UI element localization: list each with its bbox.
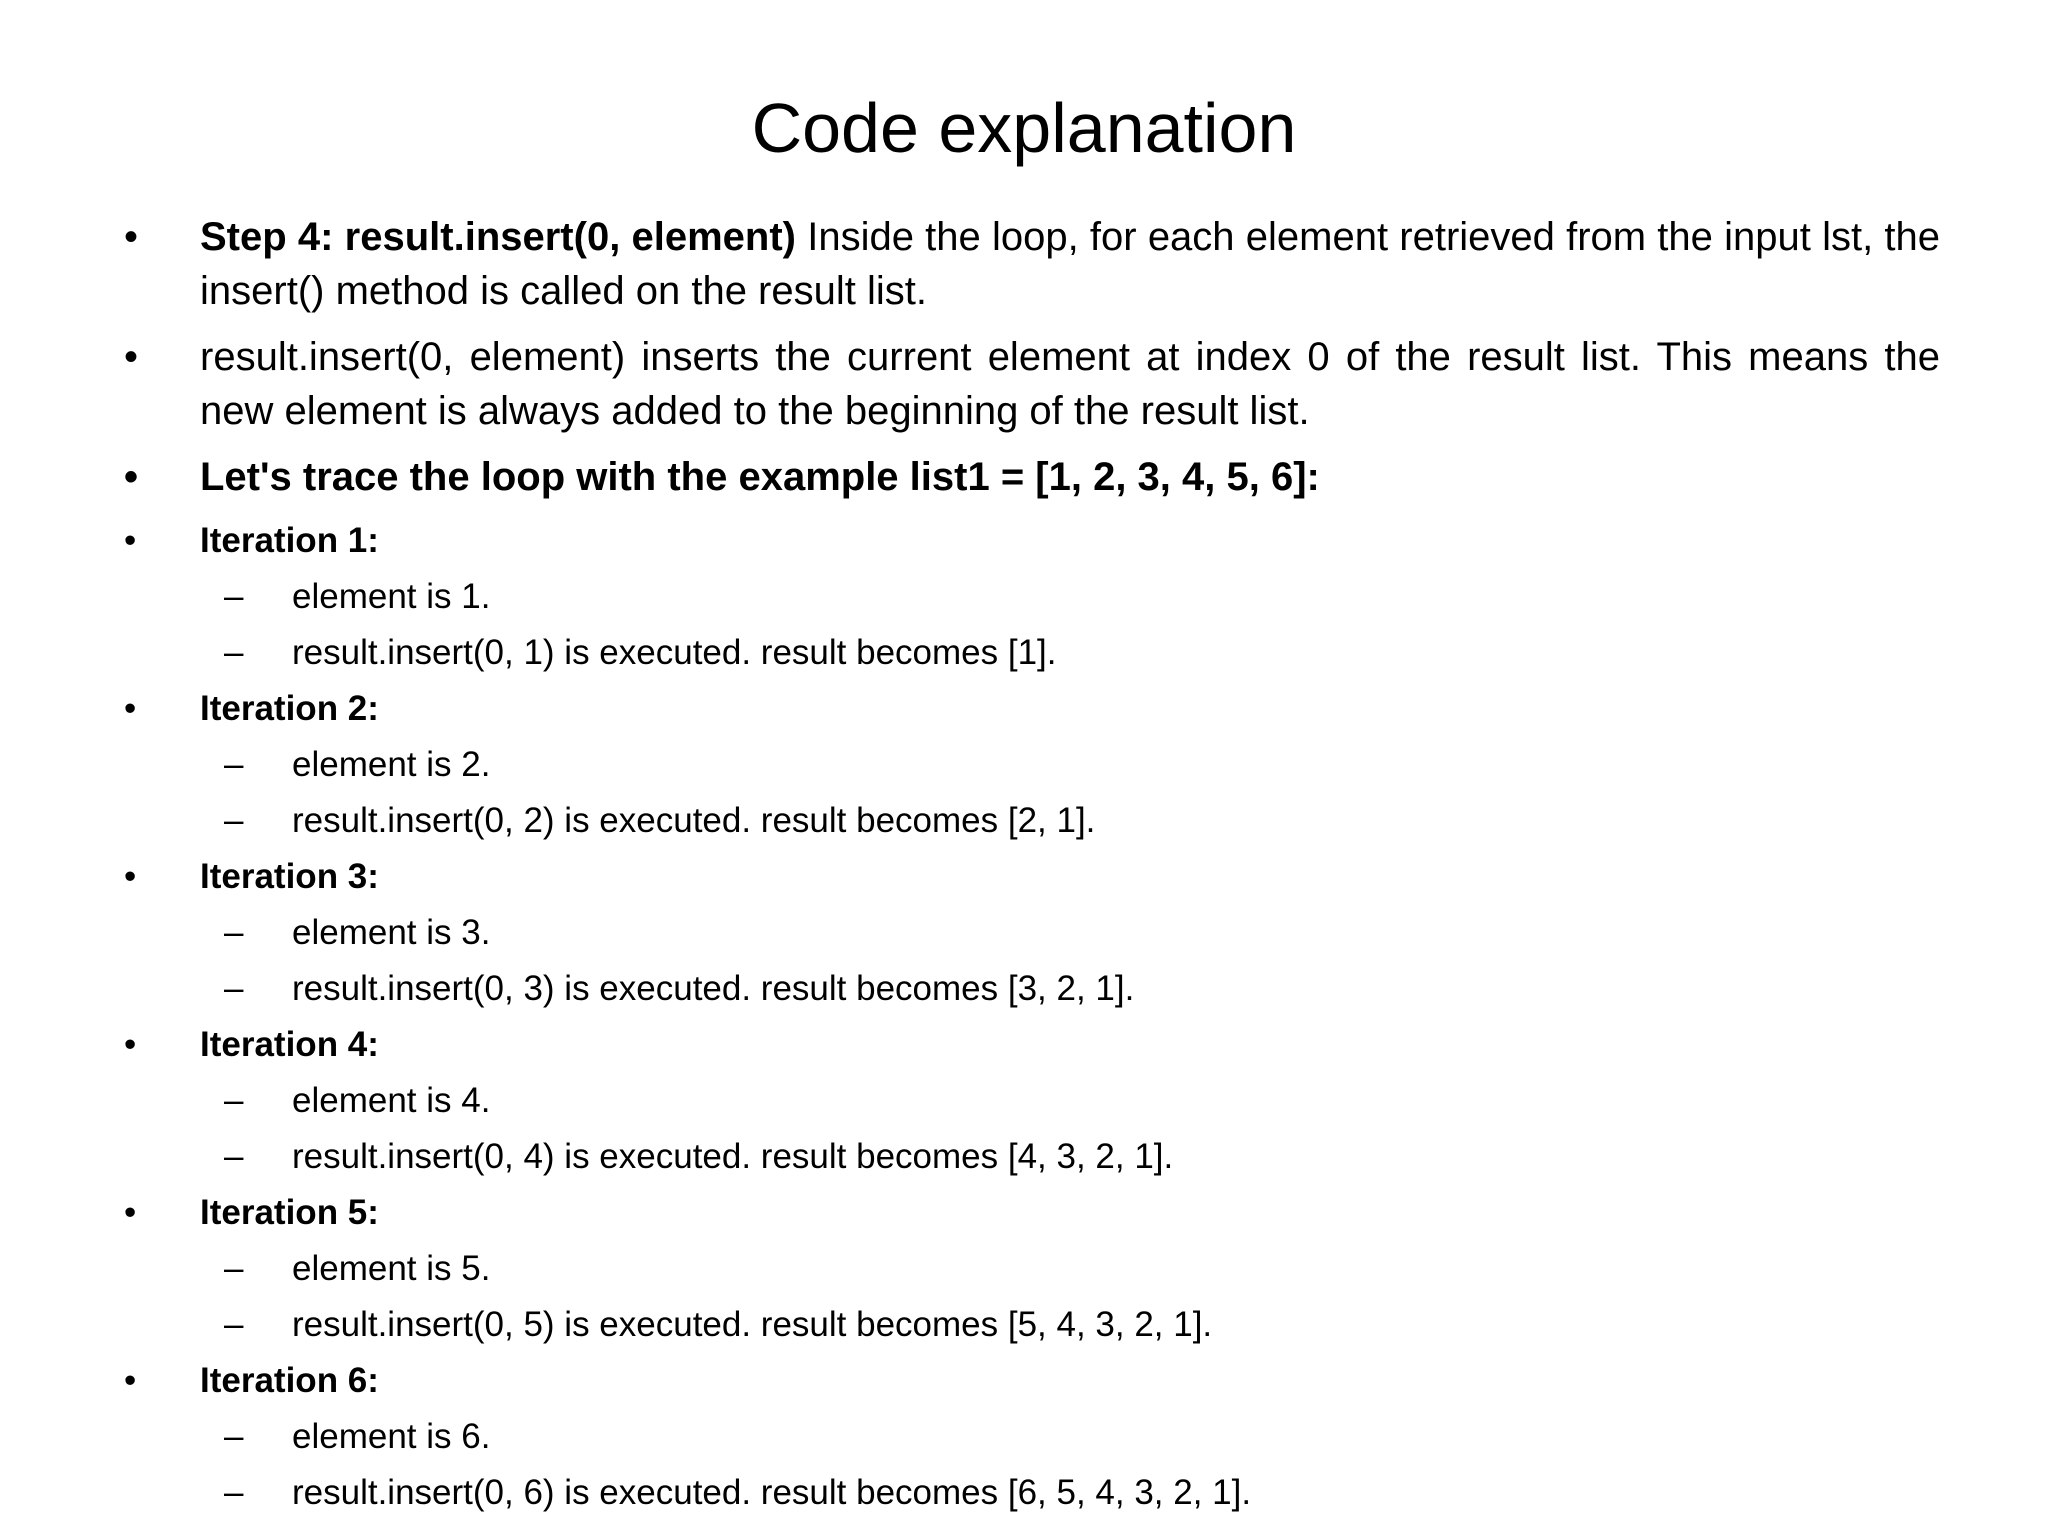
iteration-3-action [120, 964, 1940, 1014]
iteration-label: Iteration 4: [200, 1025, 379, 1064]
iteration-label: Iteration 6: [200, 1361, 379, 1400]
bullet-marker: • [124, 335, 139, 379]
iteration-5-element [120, 1244, 1940, 1294]
iteration-4-element [120, 1076, 1940, 1126]
dash-marker: – [224, 969, 244, 1008]
dash-marker: – [224, 1417, 244, 1456]
dash-marker: – [224, 801, 244, 840]
iteration-1-element [120, 572, 1940, 622]
iteration-6-heading [120, 1356, 1940, 1406]
iteration-2-element [120, 740, 1940, 790]
iteration-4-action [120, 1132, 1940, 1182]
dash-marker: – [224, 1305, 244, 1344]
iteration-5-action [120, 1300, 1940, 1350]
iteration-action-text: result.insert(0, 1) is executed. result becomes [1]. [292, 633, 1057, 672]
slide-title: Code explanation [751, 89, 1297, 167]
iteration-3-heading [120, 852, 1940, 902]
iteration-5-heading [120, 1188, 1940, 1238]
iteration-action-text: result.insert(0, 6) is executed. result becomes [6, 5, 4, 3, 2, 1]. [292, 1473, 1252, 1512]
iteration-element-text: element is 2. [292, 745, 491, 784]
bullet-step4 [120, 210, 1940, 318]
iteration-6-element [120, 1412, 1940, 1462]
iteration-element-text: element is 6. [292, 1417, 491, 1456]
insert-explanation-text: result.insert(0, element) inserts the current element at index 0 of the result list. This means the new element is always added to the beginning of the result list. [200, 335, 1940, 433]
iteration-action-text: result.insert(0, 4) is executed. result becomes [4, 3, 2, 1]. [292, 1137, 1174, 1176]
iteration-action-text: result.insert(0, 2) is executed. result becomes [2, 1]. [292, 801, 1096, 840]
dash-marker: – [224, 577, 244, 616]
dash-marker: – [224, 913, 244, 952]
bullet-marker: • [124, 215, 139, 259]
bullet-insert-explanation [120, 330, 1940, 438]
step4-text: Inside the loop, for each element retrieved from the input lst, the insert() method is called on the result list. [200, 215, 1940, 313]
dash-marker: – [224, 633, 244, 672]
iteration-action-text: result.insert(0, 5) is executed. result becomes [5, 4, 3, 2, 1]. [292, 1305, 1213, 1344]
iteration-2-heading [120, 684, 1940, 734]
iteration-label: Iteration 2: [200, 689, 379, 728]
dash-marker: – [224, 1137, 244, 1176]
iteration-label: Iteration 1: [200, 521, 379, 560]
iteration-element-text: element is 4. [292, 1081, 491, 1120]
iteration-element-text: element is 3. [292, 913, 491, 952]
dash-marker: – [224, 1473, 244, 1512]
iteration-1-heading [120, 516, 1940, 566]
iteration-label: Iteration 3: [200, 857, 379, 896]
iteration-6-action [120, 1468, 1940, 1518]
step4-heading: Step 4: result.insert(0, element) [200, 215, 797, 259]
iteration-3-element [120, 908, 1940, 958]
iteration-2-action [120, 796, 1940, 846]
dash-marker: – [224, 745, 244, 784]
iteration-4-heading [120, 1020, 1940, 1070]
iteration-element-text: element is 1. [292, 577, 491, 616]
bullet-marker: • [124, 857, 137, 896]
slide-content [120, 210, 1940, 1524]
bullet-marker: • [124, 1193, 137, 1232]
dash-marker: – [224, 1249, 244, 1288]
bullet-marker: • [124, 1361, 137, 1400]
bullet-trace-intro [120, 450, 1940, 504]
bullet-marker: • [124, 1025, 137, 1064]
iteration-1-action [120, 628, 1940, 678]
bullet-marker: • [124, 521, 137, 560]
trace-intro-text: Let's trace the loop with the example list1 = [1, 2, 3, 4, 5, 6]: [200, 455, 1320, 499]
iteration-label: Iteration 5: [200, 1193, 379, 1232]
bullet-marker: • [124, 689, 137, 728]
iterations-list [120, 516, 1940, 1518]
bullet-marker: • [124, 455, 139, 499]
dash-marker: – [224, 1081, 244, 1120]
iteration-action-text: result.insert(0, 3) is executed. result becomes [3, 2, 1]. [292, 969, 1135, 1008]
iteration-element-text: element is 5. [292, 1249, 491, 1288]
